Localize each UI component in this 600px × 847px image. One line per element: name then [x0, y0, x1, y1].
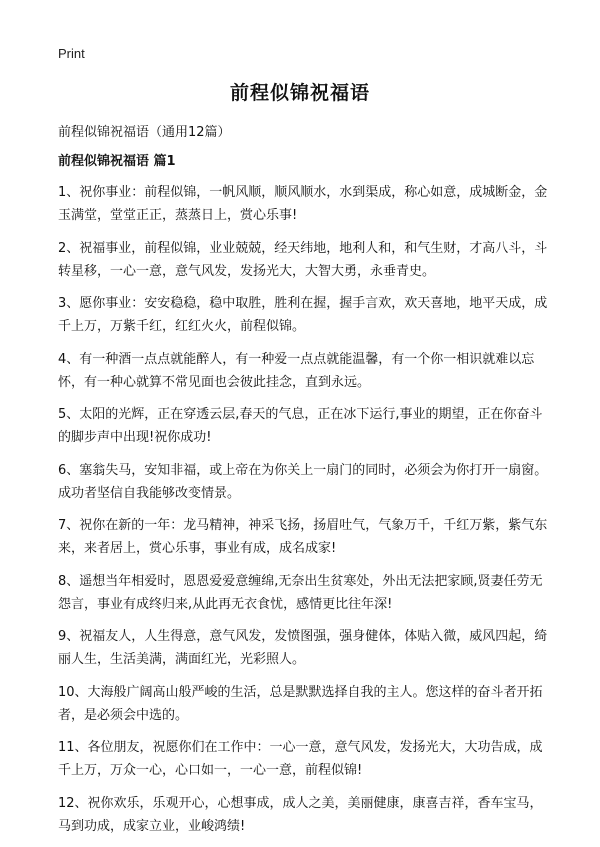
paragraph: 1、祝你事业：前程似锦，一帆风顺，顺风顺水，水到渠成，称心如意，成城断金，金玉满堂，堂堂正正，蒸蒸日上，赏心乐事! [58, 185, 548, 223]
paragraph: 10、大海般广阔高山般严峻的生活，总是默默选择自我的主人。您这样的奋斗者开拓者，是必须会中选的。 [58, 684, 543, 723]
section-heading: 前程似锦祝福语 篇1 [58, 154, 176, 169]
paragraph: 5、太阳的光辉，正在穿透云层,春天的气息，正在冰下运行,事业的期望，正在你奋斗的脚步声中出现!祝你成功! [58, 407, 543, 445]
paragraph: 8、遥想当年相爱时，恩恩爱爱意缠绵,无奈出生贫寒处，外出无法把家顾,贤妻任劳无怨言，事业有成终归来,从此再无衣食忧，感情更比往年深! [58, 573, 543, 612]
paragraph: 6、塞翁失马，安知非福，或上帝在为你关上一扇门的同时，必须会为你打开一扇窗。成功者坚信自我能够改变情景。 [58, 462, 548, 501]
paragraph-list [58, 181, 548, 847]
paragraph: 11、各位朋友，祝愿你们在工作中：一心一意，意气风发，发扬光大，大功告成，成千上万，万众一心，心口如一，一心一意，前程似锦! [58, 740, 543, 778]
page-title: 前程似锦祝福语 [229, 82, 370, 104]
paragraph: 9、祝福友人，人生得意，意气风发，发愤图强，强身健体，体贴入微，威风四起，绮丽人生，生活美满，满面红光，光彩照人。 [58, 629, 548, 667]
subtitle: 前程似锦祝福语（通用12篇） [58, 125, 231, 140]
print-link[interactable]: Print [58, 46, 85, 61]
paragraph: 3、愿你事业：安安稳稳，稳中取胜，胜利在握，握手言欢，欢天喜地，地平天成，成千上万，万紫千红，红红火火，前程似锦。 [58, 296, 548, 334]
paragraph: 7、祝你在新的一年：龙马精神，神采飞扬，扬眉吐气，气象万千，千红万紫，紫气东来，来者居上，赏心乐事，事业有成，成名成家! [58, 518, 548, 556]
paragraph: 2、祝福事业，前程似锦，业业兢兢，经天纬地，地利人和，和气生财，才高八斗，斗转星移，一心一意，意气风发，发扬光大，大智大勇，永垂青史。 [58, 240, 548, 279]
paragraph: 12、祝你欢乐，乐观开心，心想事成，成人之美，美丽健康，康喜吉祥，香车宝马，马到功成，成家立业，业峻鸿绩! [58, 795, 543, 834]
paragraph: 4、有一种酒一点点就能醉人，有一种爱一点点就能温馨，有一个你一相识就难以忘怀，有一种心就算不常见面也会彼此挂念，直到永远。 [58, 351, 535, 390]
